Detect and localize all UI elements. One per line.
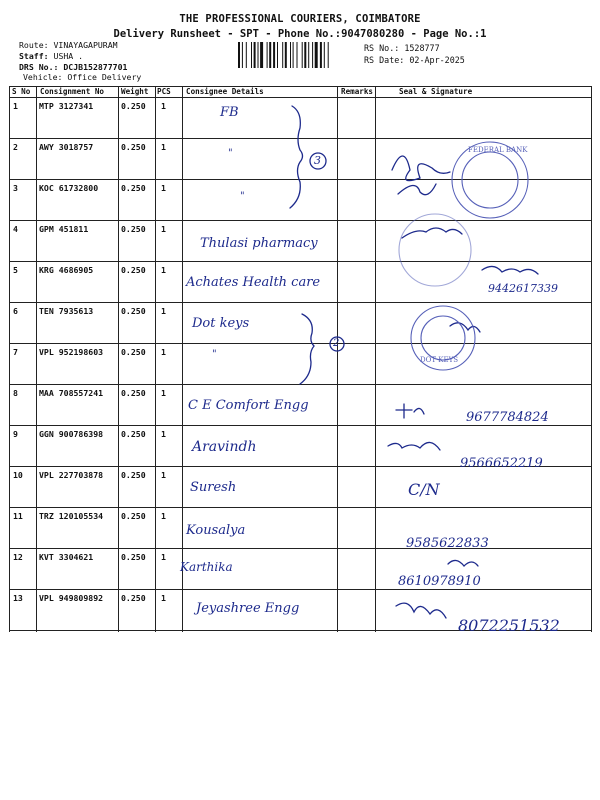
row-sno: 3 xyxy=(13,183,18,193)
row-pcs: 1 xyxy=(161,142,166,152)
row-consignment-no: GGN 900786398 xyxy=(39,429,104,439)
vehicle-text: Vehicle: Office Delivery xyxy=(23,72,142,82)
signature-scribble-8 xyxy=(448,560,478,566)
row-consignment-no: KVT 3304621 xyxy=(39,552,94,562)
handwritten-phone-row11: 9585622833 xyxy=(406,536,489,551)
col-header-pcs: PCS xyxy=(157,87,171,96)
col-header-remarks: Remarks xyxy=(341,87,374,96)
row-pcs: 1 xyxy=(161,552,166,562)
col-header-seal: Seal & Signature xyxy=(399,87,473,96)
row-sno: 11 xyxy=(13,511,23,521)
row-weight: 0.250 xyxy=(121,511,146,521)
row-pcs: 1 xyxy=(161,470,166,480)
row-pcs: 1 xyxy=(161,347,166,357)
federal-bank-stamp-text: FEDERAL BANK xyxy=(468,146,528,154)
row-weight: 0.250 xyxy=(121,224,146,234)
signature-scribble-5 xyxy=(450,323,480,332)
row-pcs: 1 xyxy=(161,183,166,193)
pharmacy-stamp-ring xyxy=(399,214,471,286)
col-header-sno: S No xyxy=(12,87,31,96)
row-weight: 0.250 xyxy=(121,470,146,480)
dot-keys-stamp-inner xyxy=(421,316,465,360)
row-consignment-no: TRZ 120105534 xyxy=(39,511,104,521)
col-header-consignee: Consignee Details xyxy=(186,87,264,96)
row-consignment-no: MTP 3127341 xyxy=(39,101,94,111)
row-sno: 7 xyxy=(13,347,18,357)
handwritten-phone-row12: 8610978910 xyxy=(398,574,481,589)
signature-scribble-9 xyxy=(396,603,446,618)
row-weight: 0.250 xyxy=(121,101,146,111)
row-consignee-handwritten: Dot keys xyxy=(192,316,250,331)
row-consignment-no: GPM 451811 xyxy=(39,224,89,234)
row-weight: 0.250 xyxy=(121,429,146,439)
row-weight: 0.250 xyxy=(121,142,146,152)
group-brace-rows-6-7 xyxy=(300,314,314,384)
row-pcs: 1 xyxy=(161,511,166,521)
handwritten-phone-row9: 9566652219 xyxy=(460,456,543,471)
signature-scribble-3 xyxy=(402,228,462,238)
col-header-weight: Weight xyxy=(121,87,149,96)
rs-number: RS No.: 1528777 xyxy=(364,43,440,53)
row-weight: 0.250 xyxy=(121,183,146,193)
row-consignee-handwritten: Aravindh xyxy=(192,439,257,455)
row-consignee-handwritten: Karthika xyxy=(180,560,233,574)
row-pcs: 1 xyxy=(161,388,166,398)
drs-number: DRS No.: DCJB152877701 xyxy=(19,62,128,72)
row-pcs: 1 xyxy=(161,429,166,439)
row-consignee-handwritten: Achates Health care xyxy=(186,275,321,290)
row-sno: 2 xyxy=(13,142,18,152)
handwritten-cin-row10: C/N xyxy=(408,480,440,499)
row-weight: 0.250 xyxy=(121,388,146,398)
row-weight: 0.250 xyxy=(121,265,146,275)
row-pcs: 1 xyxy=(161,224,166,234)
row-consignee-handwritten: " xyxy=(212,349,217,360)
row-sno: 4 xyxy=(13,224,18,234)
row-weight: 0.250 xyxy=(121,552,146,562)
signature-scribble-2 xyxy=(398,184,436,195)
row-consignment-no: KOC 61732800 xyxy=(39,183,99,193)
dot-keys-stamp-text: DOT KEYS xyxy=(420,356,459,364)
row-weight: 0.250 xyxy=(121,347,146,357)
row-sno: 13 xyxy=(13,593,23,603)
staff-label: Staff: xyxy=(19,51,49,61)
row-consignee-handwritten: " xyxy=(240,191,245,202)
row-weight: 0.250 xyxy=(121,593,146,603)
row-consignee-handwritten: Kousalya xyxy=(186,523,246,538)
row-consignee-handwritten: FB xyxy=(220,105,239,120)
row-consignment-no: VPL 952198603 xyxy=(39,347,104,357)
row-sno: 1 xyxy=(13,101,18,111)
col-header-consignment: Consignment No xyxy=(40,87,105,96)
row-consignment-no: KRG 4686905 xyxy=(39,265,94,275)
runsheet-title: THE PROFESSIONAL COURIERS, COIMBATORE xyxy=(179,13,421,25)
row-pcs: 1 xyxy=(161,265,166,275)
route-text: Route: VINAYAGAPURAM xyxy=(19,40,118,50)
row-sno: 5 xyxy=(13,265,18,275)
group-brace-rows-1-3 xyxy=(290,106,303,208)
row-consignee-handwritten: C E Comfort Engg xyxy=(188,398,309,413)
row-consignee-handwritten: Thulasi pharmacy xyxy=(200,236,318,251)
federal-bank-stamp-inner xyxy=(462,152,518,208)
row-weight: 0.250 xyxy=(121,306,146,316)
row-sno: 6 xyxy=(13,306,18,316)
row-consignment-no: MAA 708557241 xyxy=(39,388,104,398)
signature-scribble-1 xyxy=(392,156,450,181)
staff-value: USHA . xyxy=(53,51,84,61)
row-consignee-handwritten: Jeyashree Engg xyxy=(196,601,300,616)
handwritten-phone-row13: 8072251532 xyxy=(458,616,560,635)
row-sno: 8 xyxy=(13,388,18,398)
signature-scribble-4 xyxy=(482,266,538,274)
row-consignee-handwritten: Suresh xyxy=(190,480,237,495)
row-pcs: 1 xyxy=(161,306,166,316)
group-count-2: 2 xyxy=(333,338,340,349)
row-sno: 9 xyxy=(13,429,18,439)
row-consignment-no: VPL 949809892 xyxy=(39,593,104,603)
group-count-1: 3 xyxy=(314,154,321,167)
row-pcs: 1 xyxy=(161,593,166,603)
row-sno: 12 xyxy=(13,552,23,562)
handwritten-phone-row5: 9442617339 xyxy=(488,282,558,295)
row-sno: 10 xyxy=(13,470,23,480)
row-consignee-handwritten: " xyxy=(228,148,233,159)
row-pcs: 1 xyxy=(161,101,166,111)
signature-scribble-7 xyxy=(388,442,440,450)
handwritten-phone-row8: 9677784824 xyxy=(466,410,549,425)
runsheet-subtitle: Delivery Runsheet - SPT - Phone No.:9047080280 - Page No.:1 xyxy=(113,28,487,40)
signature-scribble-6 xyxy=(396,404,424,418)
rs-date: RS Date: 02-Apr-2025 xyxy=(364,55,465,65)
row-consignment-no: VPL 227703878 xyxy=(39,470,104,480)
row-consignment-no: AWY 3018757 xyxy=(39,142,94,152)
row-consignment-no: TEN 7935613 xyxy=(39,306,94,316)
